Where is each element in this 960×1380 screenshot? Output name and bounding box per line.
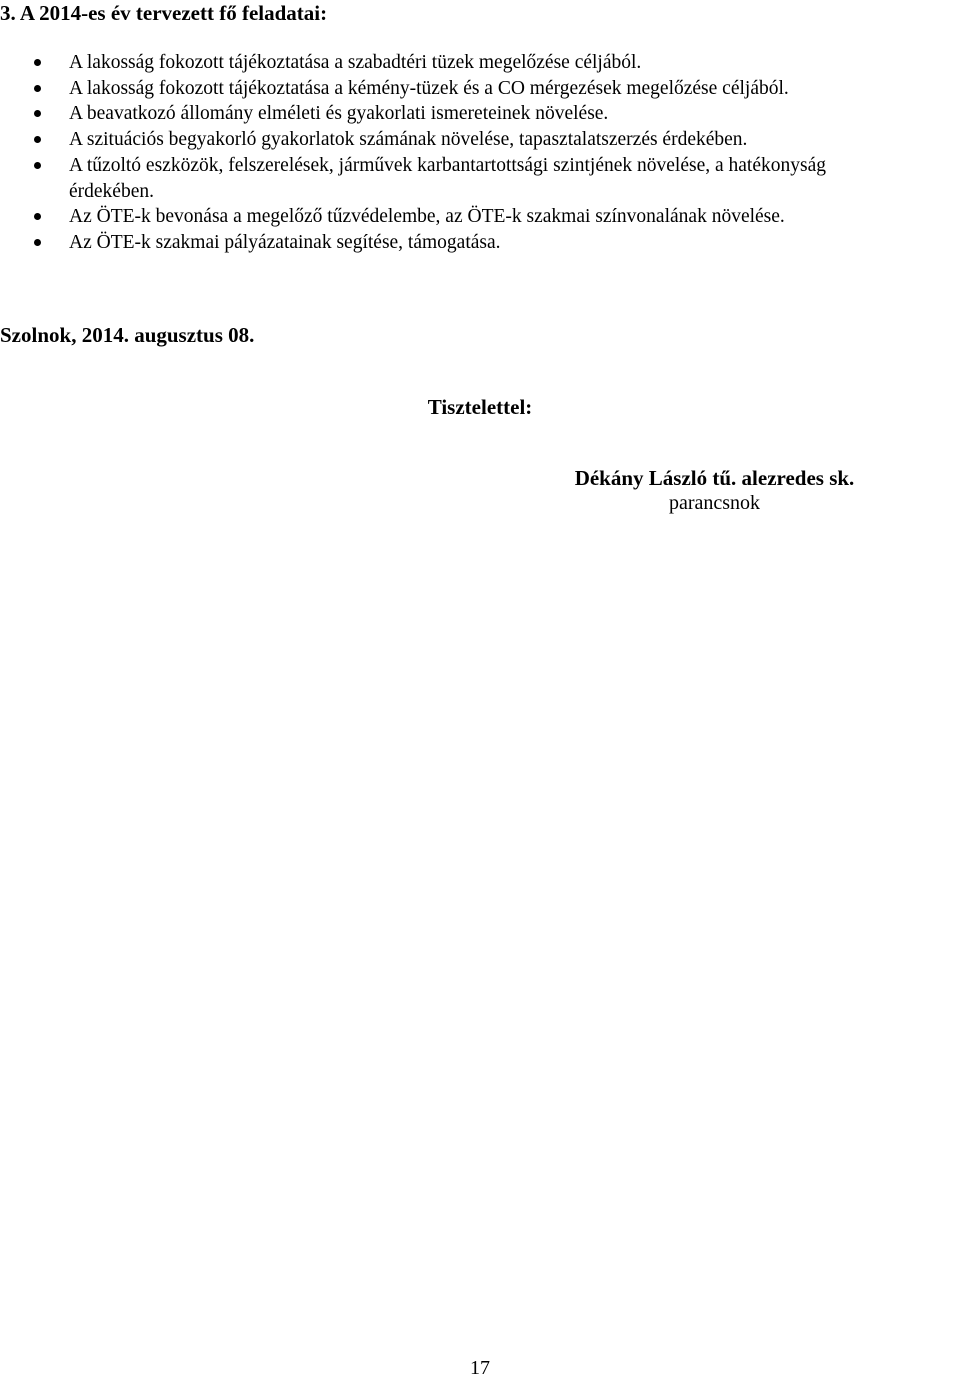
list-item bbox=[0, 127, 960, 153]
page-number: 17 bbox=[470, 1357, 490, 1379]
signatory-name: Dékány László tű. alezredes sk. bbox=[574, 466, 855, 490]
bullet-icon bbox=[34, 59, 41, 66]
list-item-text: A lakosság fokozott tájékoztatása a szabadtéri tüzek megelőzése céljából. bbox=[69, 52, 642, 73]
bullet-icon bbox=[34, 136, 41, 143]
task-list bbox=[0, 50, 960, 256]
list-item bbox=[0, 153, 960, 204]
place-date: Szolnok, 2014. augusztus 08. bbox=[0, 323, 255, 347]
list-item bbox=[0, 204, 960, 230]
list-item-text: Az ÖTE-k bevonása a megelőző tűzvédelembe, az ÖTE-k szakmai színvonalának növelése. bbox=[69, 206, 785, 228]
signature-block bbox=[562, 465, 867, 515]
bullet-icon bbox=[34, 162, 41, 169]
greeting: Tisztelettel: bbox=[427, 395, 533, 419]
list-item-text: A lakosság fokozott tájékoztatása a kémény-tüzek és a CO mérgezések megelőzése céljából. bbox=[69, 77, 789, 99]
bullet-icon bbox=[34, 213, 41, 220]
bullet-icon bbox=[34, 85, 41, 92]
list-item bbox=[0, 50, 960, 76]
bullet-icon bbox=[34, 239, 41, 246]
list-item bbox=[0, 101, 960, 127]
signatory-role: parancsnok bbox=[668, 492, 761, 514]
list-item-text: A tűzoltó eszközök, felszerelések, járművek karbantartottsági szintjének növelése, a hatékonyság érdekében. bbox=[69, 154, 826, 202]
list-item-text: A szituációs begyakorló gyakorlatok számának növelése, tapasztalatszerzés érdekében. bbox=[69, 129, 748, 151]
section-heading: 3. A 2014-es év tervezett fő feladatai: bbox=[0, 1, 328, 25]
list-item bbox=[0, 230, 960, 256]
list-item-text: A beavatkozó állomány elméleti és gyakorlati ismereteinek növelése. bbox=[69, 103, 609, 125]
bullet-icon bbox=[34, 110, 41, 117]
list-item-text: Az ÖTE-k szakmai pályázatainak segítése, támogatása. bbox=[69, 231, 501, 253]
list-item bbox=[0, 76, 960, 102]
